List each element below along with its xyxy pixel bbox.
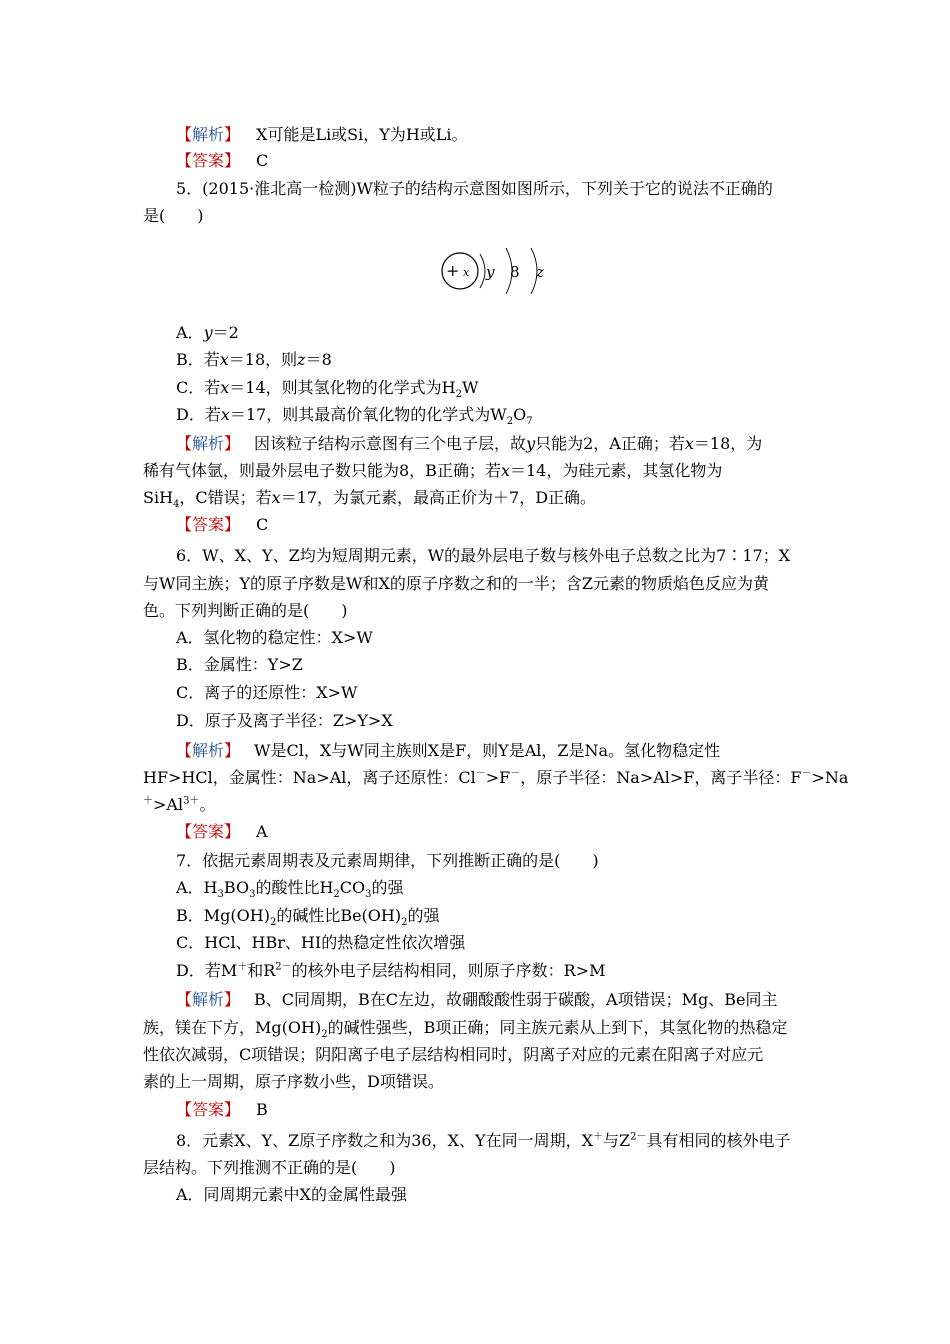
nucleus-sign: + [446, 261, 460, 280]
q8-stem-line1: 8．元素X、Y、Z原子序数之和为36，X、Y在同一周期，X＋与$Z^{2-}$具有相同的核外电子 [176, 1131, 791, 1150]
q6-explain-line2: HF>HCl，金属性：Na>Al，离子还原性：Cl－>F－，原子半径：Na>Al>F，离子半径：F－>Na [143, 768, 849, 787]
q7-explain-line2: 族，镁在下方，$Mg(OH)_2$的碱性强些，B项正确；同主族元素从上到下，其氢化物的热稳定 [143, 1018, 788, 1041]
q6-stem-line2: 与W同主族；Y的原子序数是W和X的原子序数之和的一半；含Z元素的物质焰色反应为黄 [143, 574, 769, 593]
explain-label: 解析 [192, 990, 225, 1009]
q5-explain-line2: 稀有气体氩，则最外层电子数只能为8，B正确；若x＝14，为硅元素，其氢化物为 [143, 461, 723, 480]
q5-option-a: A．y＝2 [176, 323, 239, 342]
q7-explain-line3: 性依次减弱，C项错误；阴阳离子电子层结构相同时，阴离子对应的元素在阳离子对应元 [143, 1045, 764, 1064]
q5-explain-line1: 【解析】 因该粒子结构示意图有三个电子层，故y只能为2，A正确；若x＝18，为 [176, 434, 763, 453]
shell3-electrons: z [536, 263, 544, 281]
nucleus-charge: x [463, 266, 470, 279]
q5-option-d: D．若x＝17，则其最高价氧化物的化学式为$W_2O_7$ [176, 405, 533, 428]
q7-option-d: D．若M＋和$R^{2-}$的核外电子层结构相同，则原子序数：R>M [176, 961, 606, 980]
q5-stem-line1: 5．(2015·淮北高一检测)W粒子的结构示意图如图所示，下列关于它的说法不正确的 [176, 179, 773, 198]
q7-stem: 7．依据元素周期表及元素周期律，下列推断正确的是( ) [176, 851, 599, 870]
q5-option-c: C．若x＝14，则其氢化物的化学式为$H_2W$ [176, 378, 479, 401]
q7-explain-line4: 素的上一周期，原子序数小些，D项错误。 [143, 1072, 444, 1091]
atom-structure-svg [440, 240, 560, 302]
q5-stem-line2: 是( ) [143, 206, 204, 225]
q6-option-b: B．金属性：Y>Z [176, 655, 303, 674]
shell-arc-1 [480, 254, 485, 288]
q5-option-b: B．若x＝18，则z＝8 [176, 350, 332, 369]
q6-answer: 【答案】 A [176, 822, 268, 841]
explain-label: 解析 [192, 125, 225, 144]
q6-option-c: C．离子的还原性：X>W [176, 683, 358, 702]
intro-answer: 【答案】 C [176, 151, 269, 170]
q5-answer: 【答案】 C [176, 515, 269, 534]
q6-explain-line3: $^+>Al^{3+}$。 [143, 795, 216, 814]
q7-option-b: B．$Mg(OH)_2$的碱性比$Be(OH)_2$的强 [176, 906, 440, 929]
q7-explain-line1: 【解析】 B、C同周期，B在C左边，故硼酸酸性弱于碳酸，A项错误；Mg、Be同主 [176, 990, 778, 1009]
atom-structure-diagram [440, 240, 560, 302]
q6-option-d: D．原子及离子半径：Z>Y>X [176, 711, 393, 730]
answer-label: 【答案】 [176, 151, 241, 170]
q8-option-a: A．同周期元素中X的金属性最强 [176, 1185, 407, 1204]
q6-option-a: A．氢化物的稳定性：X>W [176, 628, 373, 647]
q7-option-a: A．$H_3BO_3$的酸性比$H_2CO_3$的强 [176, 878, 404, 901]
q8-stem-line2: 层结构。下列推测不正确的是( ) [143, 1158, 396, 1177]
shell1-electrons: y [486, 263, 495, 281]
q6-explain-line1: 【解析】 W是Cl，X与W同主族则X是F，则Y是Al，Z是Na。氢化物稳定性 [176, 741, 721, 760]
q7-answer: 【答案】 B [176, 1100, 268, 1119]
q6-stem-line3: 色。下列判断正确的是( ) [143, 601, 348, 620]
shell2-electrons: 8 [510, 263, 520, 281]
intro-explain: 【解析】 X可能是Li或Si，Y为H或Li。 [176, 125, 468, 144]
q5-explain-line3: SiH$_4$，C错误；若x＝17，为氯元素，最高正价为＋7，D正确。 [143, 488, 597, 511]
q6-stem-line1: 6．W、X、Y、Z均为短周期元素，W的最外层电子数与核外电子总数之比为7∶17；X [176, 546, 791, 565]
explain-label: 解析 [192, 434, 225, 453]
q7-option-c: C．HCl、HBr、HI的热稳定性依次增强 [176, 933, 466, 952]
explain-label: 解析 [192, 741, 225, 760]
